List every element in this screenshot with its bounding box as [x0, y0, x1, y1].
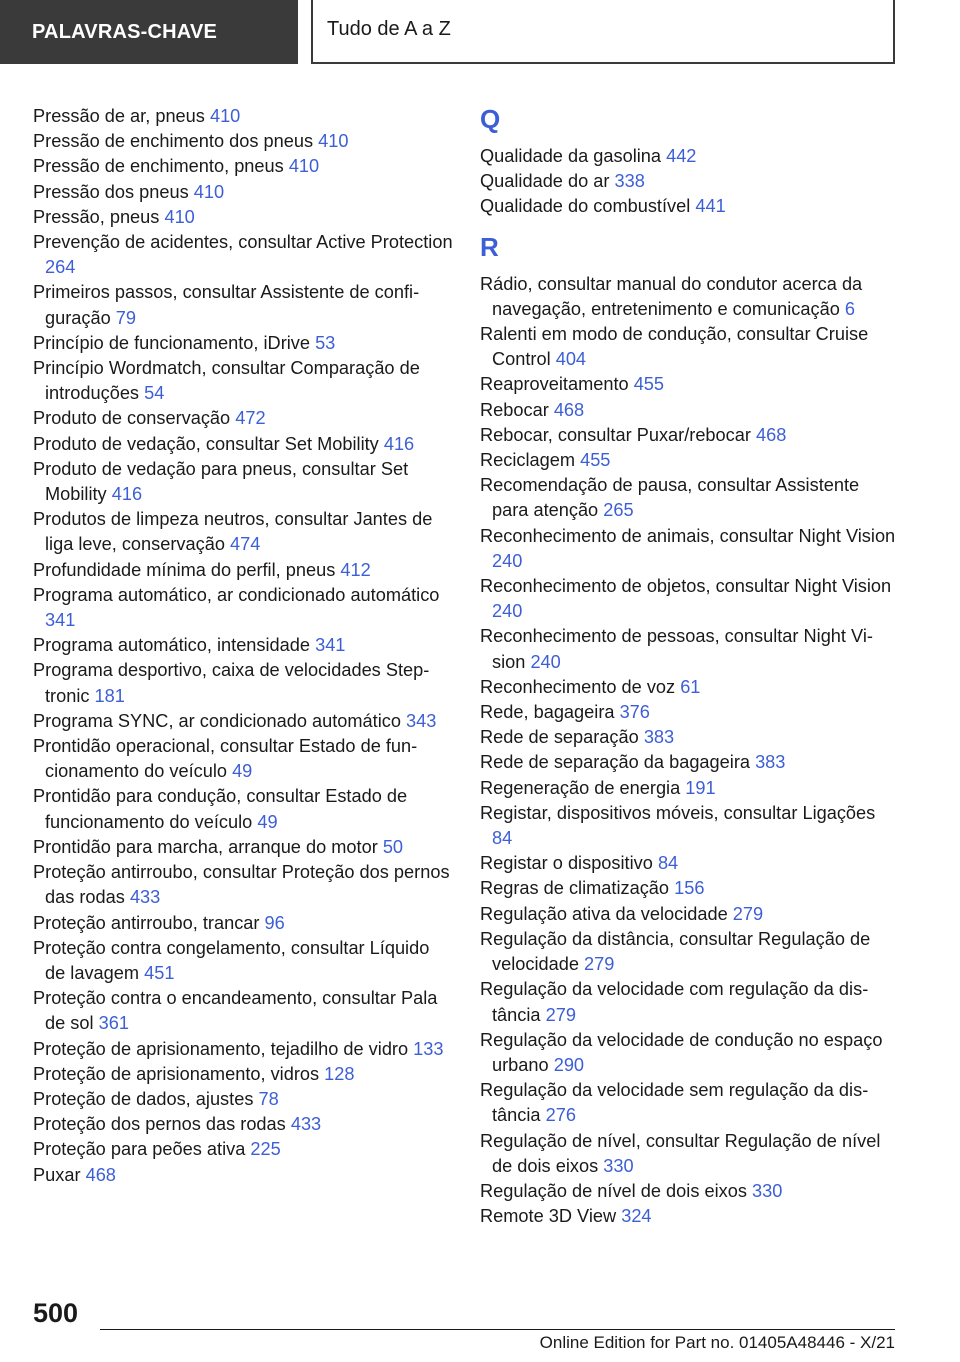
- index-entry: [33, 280, 453, 330]
- page-reference-link[interactable]: 240: [492, 601, 523, 622]
- q-entry-list: [480, 144, 900, 220]
- index-entry: [480, 801, 900, 851]
- page-reference-link[interactable]: 468: [553, 399, 585, 420]
- page-reference-link[interactable]: 341: [45, 610, 76, 631]
- page-reference-link[interactable]: 383: [643, 727, 675, 748]
- entry-text: Regulação da velocidade sem regulação da distância: [480, 1080, 869, 1126]
- page-reference-link[interactable]: 225: [250, 1139, 281, 1160]
- entry-text: Qualidade da gasolina: [480, 146, 662, 166]
- entry-text: Prontidão operacional, consultar Estado de funcionamento do veículo: [33, 736, 418, 782]
- page-reference-link[interactable]: 279: [584, 954, 615, 975]
- page-reference-link[interactable]: 279: [545, 1004, 576, 1025]
- page-reference-link[interactable]: 442: [666, 146, 697, 166]
- page-reference-link[interactable]: 376: [619, 702, 650, 723]
- index-entry: [33, 104, 453, 129]
- index-entry: [33, 457, 453, 507]
- page-reference-link[interactable]: 78: [258, 1088, 279, 1109]
- page-reference-link[interactable]: 79: [115, 307, 137, 328]
- index-entry: [480, 398, 900, 423]
- entry-text: Regulação da velocidade com regulação da distância: [480, 979, 869, 1025]
- page-reference-link[interactable]: 343: [406, 710, 437, 731]
- entry-text: Produto de vedação para pneus, consultar Set Mobility: [33, 458, 409, 505]
- entry-text: Registar o dispositivo: [480, 853, 653, 874]
- index-entry: [480, 700, 900, 725]
- index-entry: [480, 851, 900, 876]
- entry-text: Proteção dos pernos das rodas: [33, 1114, 286, 1135]
- index-entry: [480, 927, 900, 977]
- footer-rule: [100, 1329, 895, 1330]
- index-entry: [33, 583, 453, 633]
- entry-text: Proteção antirroubo, consultar Proteção dos pernos das rodas: [33, 862, 450, 908]
- index-entry: [33, 331, 453, 356]
- page-reference-link[interactable]: 191: [685, 777, 716, 798]
- entry-text: Rede, bagageira: [480, 702, 615, 723]
- index-entry: [33, 911, 453, 936]
- index-entry: [33, 432, 453, 457]
- page-reference-link[interactable]: 324: [621, 1206, 652, 1227]
- page-reference-link[interactable]: 410: [164, 206, 195, 227]
- entry-text: Pressão de enchimento dos pneus: [33, 131, 314, 152]
- entry-text: Produto de vedação, consultar Set Mobility: [33, 433, 379, 454]
- entry-text: Regulação ativa da velocidade: [480, 903, 728, 924]
- entry-text: Reconhecimento de objetos, consultar Night Vision: [480, 576, 892, 597]
- page-reference-link[interactable]: 383: [755, 752, 786, 773]
- index-entry: [480, 725, 900, 750]
- entry-text: Pressão dos pneus: [33, 181, 189, 202]
- entry-text: Proteção de aprisionamento, vidros: [33, 1063, 320, 1084]
- page-reference-link[interactable]: 276: [545, 1105, 576, 1126]
- index-entry: [480, 1129, 900, 1179]
- page-reference-link[interactable]: 128: [324, 1063, 355, 1084]
- page-reference-link[interactable]: 156: [674, 878, 705, 899]
- header-tab: PALAVRAS-CHAVE: [0, 0, 298, 64]
- page-reference-link[interactable]: 264: [45, 257, 76, 278]
- entry-text: Qualidade do ar: [480, 171, 610, 192]
- page-number: 500: [33, 1298, 79, 1328]
- page-reference-link[interactable]: 404: [555, 349, 587, 370]
- entry-text: Regulação da distância, consultar Regulação de velocidade: [480, 928, 871, 975]
- index-entry: [33, 734, 453, 784]
- index-entry: [33, 709, 453, 734]
- page-reference-link[interactable]: 341: [315, 635, 346, 656]
- entry-text: Ralenti em modo de condução, consultar Cruise Control: [480, 324, 869, 370]
- index-entry: [480, 1179, 900, 1204]
- page-reference-link[interactable]: 49: [232, 761, 253, 782]
- entry-text: Rebocar, consultar Puxar/rebocar: [480, 424, 751, 445]
- page-reference-link[interactable]: 472: [235, 408, 266, 429]
- index-entry: [480, 144, 900, 169]
- page-reference-link[interactable]: 50: [382, 836, 404, 857]
- page-reference-link[interactable]: 433: [290, 1114, 322, 1135]
- page-reference-link[interactable]: 330: [603, 1155, 634, 1176]
- index-entry: [33, 180, 453, 205]
- index-entry: [33, 1137, 453, 1162]
- entry-text: Reaproveitamento: [480, 374, 629, 395]
- entry-text: Rede de separação: [480, 727, 639, 748]
- page-reference-link[interactable]: 361: [98, 1013, 129, 1034]
- page-reference-link[interactable]: 96: [264, 912, 285, 933]
- page-reference-link[interactable]: 338: [614, 171, 645, 192]
- entry-text: Recomendação de pausa, consultar Assistente para atenção: [480, 475, 860, 521]
- index-entry: [33, 784, 453, 834]
- page-reference-link[interactable]: 410: [318, 131, 349, 152]
- entry-text: Primeiros passos, consultar Assistente de configuração: [33, 282, 420, 328]
- index-entry: [33, 507, 453, 557]
- r-entry-list: [480, 272, 900, 1230]
- page-reference-link[interactable]: 412: [340, 559, 371, 580]
- entry-text: Produto de conservação: [33, 408, 231, 429]
- right-column: [480, 104, 900, 1229]
- index-entry: [480, 902, 900, 927]
- entry-text: Programa automático, intensidade: [33, 635, 311, 656]
- index-entry: [33, 1163, 453, 1188]
- page-reference-link[interactable]: 330: [752, 1180, 783, 1201]
- entry-text: Pressão de ar, pneus: [33, 106, 205, 126]
- entry-text: Pressão de enchimento, pneus: [33, 156, 284, 177]
- index-entry: [33, 1037, 453, 1062]
- entry-text: Programa desportivo, caixa de velocidades Steptronic: [33, 660, 430, 706]
- entry-text: Rede de separação da bagageira: [480, 752, 750, 773]
- entry-text: Regulação da velocidade de condução no espaço urbano: [480, 1029, 883, 1075]
- entry-text: Proteção antirroubo, trancar: [33, 912, 260, 933]
- index-entry: [33, 1112, 453, 1137]
- entry-text: Princípio de funcionamento, iDrive: [33, 332, 310, 353]
- page-reference-link[interactable]: 290: [553, 1054, 585, 1075]
- page-reference-link[interactable]: 451: [144, 962, 175, 983]
- entry-text: Puxar: [33, 1164, 81, 1185]
- index-entry: [33, 406, 453, 431]
- page-reference-link[interactable]: 455: [580, 450, 611, 471]
- page-reference-link[interactable]: 265: [603, 500, 634, 521]
- page-reference-link[interactable]: 240: [530, 651, 561, 672]
- index-entry: [33, 1087, 453, 1112]
- entry-text: Proteção de dados, ajustes: [33, 1088, 254, 1109]
- page-reference-link[interactable]: 240: [492, 550, 523, 571]
- page-reference-link[interactable]: 84: [492, 828, 513, 849]
- index-entry: [480, 1204, 900, 1229]
- section-title: Tudo de A a Z: [311, 0, 895, 64]
- page-reference-link[interactable]: 416: [383, 433, 415, 454]
- index-entry: [33, 936, 453, 986]
- index-entry: [480, 524, 900, 574]
- index-entry: [33, 230, 453, 280]
- page-reference-link[interactable]: 468: [756, 424, 787, 445]
- entry-text: Proteção contra o encandeamento, consultar Pala de sol: [33, 988, 438, 1034]
- page-reference-link[interactable]: 54: [144, 383, 165, 404]
- index-entry: [33, 633, 453, 658]
- letter-heading-q: Q: [480, 104, 501, 134]
- entry-text: Reciclagem: [480, 450, 576, 471]
- index-entry: [480, 473, 900, 523]
- page-reference-link[interactable]: 474: [230, 534, 261, 555]
- index-entry: [480, 624, 900, 674]
- index-entry: [33, 154, 453, 179]
- entry-text: Rebocar: [480, 399, 549, 420]
- index-entry: [480, 272, 900, 322]
- index-entry: [33, 205, 453, 230]
- entry-text: Proteção de aprisionamento, tejadilho de vidro: [33, 1038, 409, 1059]
- entry-text: Qualidade do combustível: [480, 196, 691, 217]
- entry-text: Registar, dispositivos móveis, consultar Ligações: [480, 802, 876, 823]
- page-reference-link[interactable]: 84: [657, 853, 679, 874]
- page-reference-link[interactable]: 49: [257, 811, 278, 832]
- index-entry: [33, 835, 453, 860]
- page-reference-link[interactable]: 416: [111, 484, 143, 505]
- entry-text: Regras de climatização: [480, 878, 670, 899]
- index-entry: [480, 675, 900, 700]
- page-reference-link[interactable]: 410: [288, 156, 320, 177]
- index-entry: [33, 1062, 453, 1087]
- page-reference-link[interactable]: 410: [193, 181, 225, 202]
- page-reference-link[interactable]: 53: [315, 332, 336, 353]
- index-entry: [480, 448, 900, 473]
- index-entry: [480, 1028, 900, 1078]
- entry-text: Prevenção de acidentes, consultar Active Protection: [33, 232, 453, 253]
- entry-text: Reconhecimento de animais, consultar Night Vision: [480, 525, 896, 546]
- page-reference-link[interactable]: 181: [94, 685, 125, 706]
- page-reference-link[interactable]: 61: [680, 676, 701, 697]
- index-entry: [480, 423, 900, 448]
- page-reference-link[interactable]: 468: [85, 1164, 116, 1185]
- page-reference-link[interactable]: 279: [732, 903, 764, 924]
- page-reference-link[interactable]: 6: [844, 298, 855, 319]
- index-entry: [33, 356, 453, 406]
- entry-text: Proteção para peões ativa: [33, 1139, 246, 1160]
- index-entry: [33, 860, 453, 910]
- index-entry: [480, 977, 900, 1027]
- entry-text: Prontidão para marcha, arranque do motor: [33, 836, 378, 857]
- entry-text: Rádio, consultar manual do condutor acerca da navegação, entretenimento e comunicação: [480, 273, 863, 319]
- index-entry: [33, 986, 453, 1036]
- index-entry: [480, 169, 900, 194]
- index-entry: [33, 558, 453, 583]
- index-entry: [480, 574, 900, 624]
- entry-text: Prontidão para condução, consultar Estado de funcionamento do veículo: [33, 786, 408, 832]
- entry-text: Regeneração de energia: [480, 777, 681, 798]
- index-entry: [480, 322, 900, 372]
- entry-text: Programa automático, ar condicionado automático: [33, 584, 440, 605]
- entry-text: Regulação de nível de dois eixos: [480, 1180, 747, 1201]
- entry-text: Regulação de nível, consultar Regulação de nível de dois eixos: [480, 1130, 881, 1176]
- page-reference-link[interactable]: 133: [413, 1038, 444, 1059]
- index-entry: [33, 658, 453, 708]
- index-entry: [33, 129, 453, 154]
- entry-text: Profundidade mínima do perfil, pneus: [33, 559, 336, 580]
- page-reference-link[interactable]: 410: [209, 106, 241, 126]
- entry-text: Reconhecimento de voz: [480, 676, 676, 697]
- entry-text: Remote 3D View: [480, 1206, 617, 1227]
- left-column: [33, 104, 453, 1188]
- letter-heading-r: R: [480, 231, 499, 262]
- page-reference-link[interactable]: 441: [695, 196, 726, 217]
- entry-text: Programa SYNC, ar condicionado automático: [33, 710, 401, 731]
- index-entry: [480, 372, 900, 397]
- entry-text: Pressão, pneus: [33, 206, 160, 227]
- entry-text: Proteção contra congelamento, consultar Líquido de lavagem: [33, 937, 430, 983]
- index-entry: [480, 876, 900, 901]
- entry-text: Princípio Wordmatch, consultar Comparação de introduções: [33, 358, 420, 404]
- page-reference-link[interactable]: 433: [129, 887, 161, 908]
- index-entry: [480, 1078, 900, 1128]
- entry-text: Reconhecimento de pessoas, consultar Night Vision: [480, 626, 873, 672]
- index-entry: [480, 194, 900, 219]
- index-entry: [480, 776, 900, 801]
- entry-text: Produtos de limpeza neutros, consultar Jantes de liga leve, conservação: [33, 509, 433, 555]
- page-reference-link[interactable]: 455: [633, 374, 665, 395]
- index-entry: [480, 750, 900, 775]
- footer-edition: Online Edition for Part no. 01405A48446 - X/21: [539, 1333, 895, 1352]
